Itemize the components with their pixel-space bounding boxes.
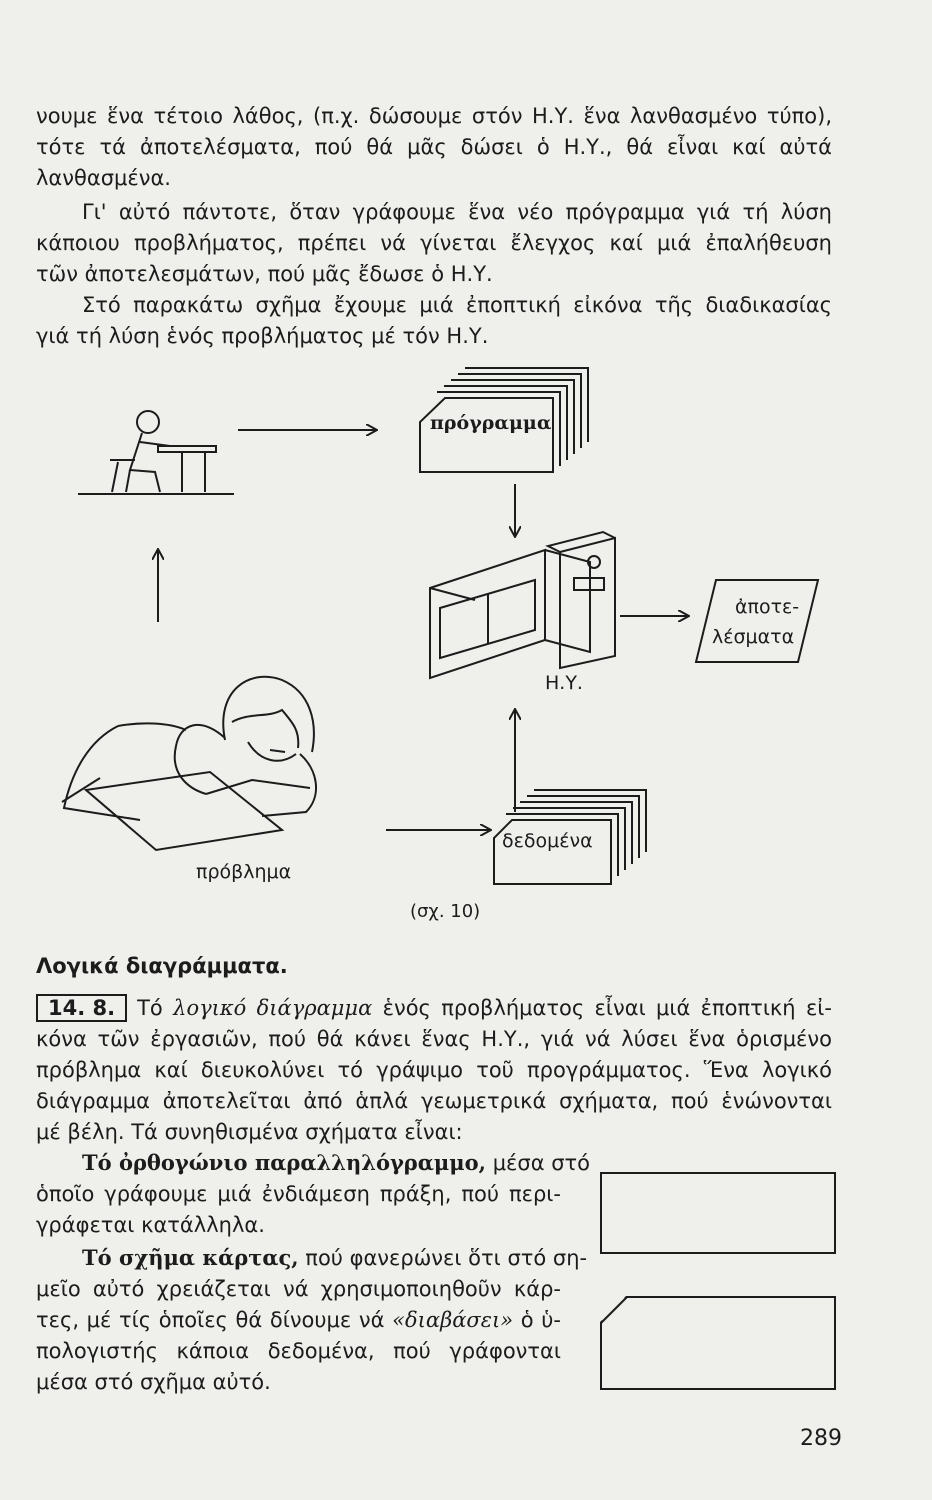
read-term: «διαβάσει» [392,1308,514,1332]
definition-line-2: κόνα τῶν ἐργασιῶν, πού θά κάνει ἕνας Η.Υ., γιά νά λύσει ἕνα ὁρισμένο [36,1027,832,1051]
card-term: Τό σχῆμα κάρτας, [82,1245,299,1270]
definition-line-5: μέ βέλη. Τά συνηθισμένα σχήματα εἶναι: [36,1120,463,1144]
section-number: 14. 8. [36,994,127,1022]
card-item-line-2: μεῖο αὐτό χρειάζεται νά χρησιμοποιηθοῦν κάρ- [36,1277,561,1301]
definition-line-3: πρόβλημα καί διευκολύνει τό γράψιμο τοῦ προγράμματος. Ἕνα λογικό [36,1058,832,1082]
card-shape-example [600,1296,836,1390]
card-item-line-1: Τό σχῆμα κάρτας, πού φανερώνει ὅτι στό ση- [82,1245,588,1270]
definition-line-4: διάγραμμα ἀποτελεῖται ἀπό ἁπλά γεωμετρικά σχήματα, πού ἑνώνονται [36,1089,832,1113]
check-line-3: τῶν ἀποτελεσμάτων, πού μᾶς ἔδωσε ὁ Η.Υ. [36,262,493,286]
intro-line-3: λανθασμένα. [36,166,171,190]
results-label-1: ἀποτε- [735,596,800,618]
rectangle-item-line-3: γράφεται κατάλληλα. [36,1213,265,1237]
programmer-illustration [78,411,234,494]
card-shape-corner [600,1296,630,1326]
page-number: 289 [800,1426,842,1451]
results-shape [696,580,818,662]
check-line-2: κάποιου προβλήματος, πρέπει νά γίνεται ἔλεγχος καί μιά ἐπαλήθευση [36,231,832,255]
problem-person-illustration [62,677,316,850]
results-label-2: λέσματα [712,626,795,648]
check-line-1: Γι' αὐτό πάντοτε, ὅταν γράφουμε ἕνα νέο πρόγραμμα γιά τή λύση [82,200,832,224]
card-item-line-3: τες, μέ τίς ὁποῖες θά δίνουμε νά «διαβάσει» ὁ ὑ- [36,1308,561,1332]
computer-illustration [430,532,615,678]
figure-caption: (σχ. 10) [410,901,481,922]
rectangle-term: Τό ὀρθογώνιο παραλληλόγραμμο, [82,1150,486,1175]
card-item-line-5: μέσα στό σχῆμα αὐτό. [36,1370,271,1394]
data-label: δεδομένα [502,830,593,852]
rectangle-shape-example [600,1172,836,1254]
section-heading: Λογικά διαγράμματα. [36,954,288,978]
figure-intro-line-1: Στό παρακάτω σχῆμα ἔχουμε μιά ἐποπτική εἰκόνα τῆς διαδικασίας [82,293,832,317]
definition-line-1: 14. 8. Τό λογικό διάγραμμα ἑνός προβλήματος εἶναι μιά ἐποπτική εἰ- [36,994,832,1022]
logical-diagram-term: λογικό διάγραμμα [173,996,373,1020]
program-label: πρόγραμμα [430,412,552,434]
problem-label: πρόβλημα [196,861,292,883]
rectangle-item-line-1: Τό ὀρθογώνιο παραλληλόγραμμο, μέσα στό [82,1150,591,1175]
intro-line-2: τότε τά ἀποτελέσματα, πού θά μᾶς δώσει ὁ Η.Υ., θά εἶναι καί αὐτά [36,135,832,159]
computer-label: Η.Υ. [545,672,583,694]
rectangle-item-line-2: ὁποῖο γράφουμε μιά ἐνδιάμεση πράξη, πού περι- [36,1182,561,1206]
intro-line-1: νουμε ἕνα τέτοιο λάθος, (π.χ. δώσουμε στόν Η.Υ. ἕνα λανθασμένο τύπο), [36,104,832,128]
figure-intro-line-2: γιά τή λύση ἑνός προβλήματος μέ τόν Η.Υ. [36,324,489,348]
card-item-line-4: πολογιστής κάποια δεδομένα, πού γράφονται [36,1339,561,1363]
